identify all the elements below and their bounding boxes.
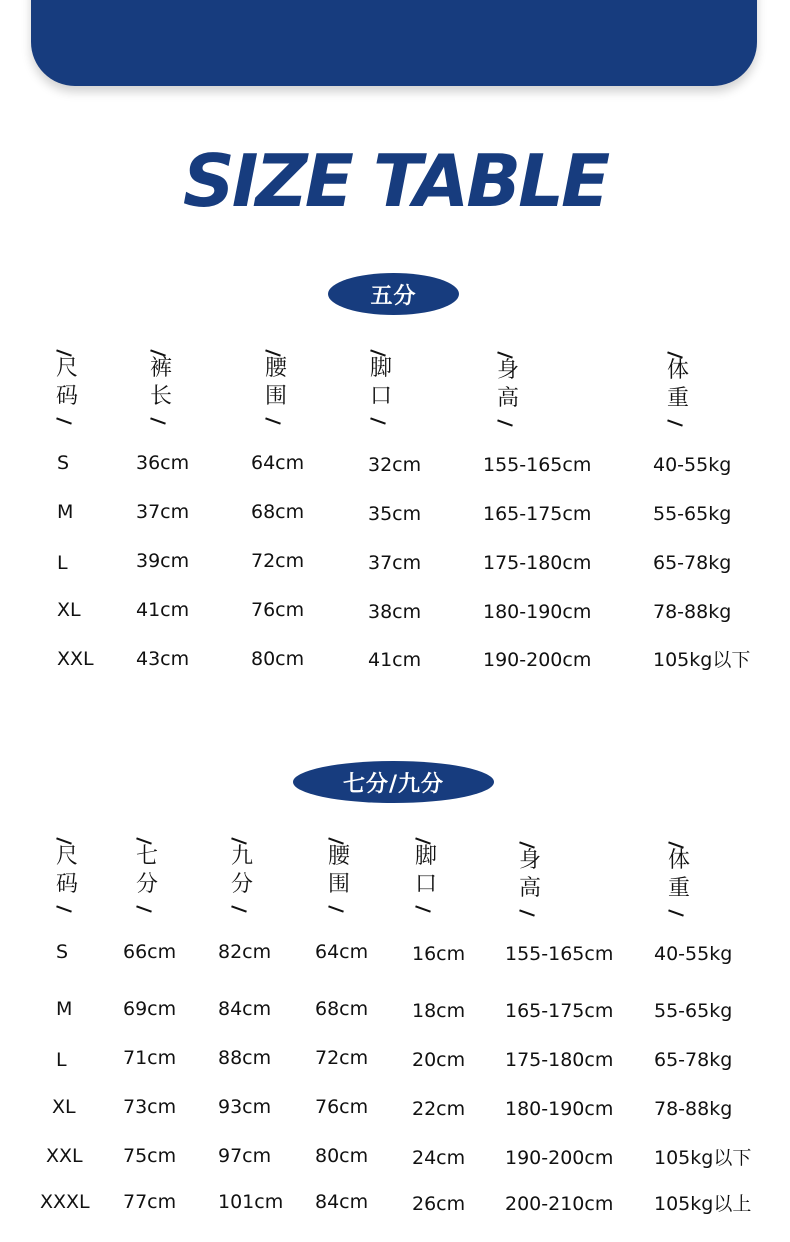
table-cell: 175-180cm: [483, 552, 592, 574]
header-height: [519, 840, 549, 920]
table-cell: 155-165cm: [505, 943, 614, 965]
header-char: 重: [667, 386, 690, 411]
table-cell: 200-210cm: [505, 1193, 614, 1215]
table-cell: 64cm: [315, 941, 369, 963]
table-cell: S: [56, 941, 69, 963]
table-cell: 43cm: [136, 648, 190, 670]
header-waist: [328, 836, 358, 916]
header-hem: [370, 348, 400, 428]
table-cell: 78-88kg: [654, 1098, 733, 1120]
table-cell: 155-165cm: [483, 454, 592, 476]
header-waist: [265, 348, 295, 428]
table-cell: 93cm: [218, 1096, 272, 1118]
table-cell: XXL: [57, 648, 94, 670]
section-label-qifen-jiufen: 七分/九分: [293, 761, 494, 803]
header-weight: [668, 840, 698, 920]
table-cell: 97cm: [218, 1145, 272, 1167]
table-cell: 101cm: [218, 1191, 284, 1213]
table-cell: 20cm: [412, 1049, 466, 1071]
table-cell: 69cm: [123, 998, 177, 1020]
header-char: 九: [231, 844, 254, 869]
table-cell: 40-55kg: [653, 454, 732, 476]
header-char: 身: [497, 358, 520, 383]
table-cell: 36cm: [136, 452, 190, 474]
table-cell: 105kg以上: [654, 1193, 752, 1215]
table-cell: 72cm: [315, 1047, 369, 1069]
table-cell: 32cm: [368, 454, 422, 476]
table-cell: 66cm: [123, 941, 177, 963]
table-cell: 82cm: [218, 941, 272, 963]
header-char: 裤: [150, 356, 173, 381]
table-cell: 190-200cm: [505, 1147, 614, 1169]
table-cell: XL: [57, 599, 81, 621]
header-hem: [415, 836, 445, 916]
header-char: 腰: [265, 356, 288, 381]
header-char: 围: [265, 384, 288, 409]
header-char: 身: [519, 848, 542, 873]
header-nine-tenths: [231, 836, 261, 916]
table-cell: XXL: [46, 1145, 83, 1167]
table-cell: 80cm: [251, 648, 305, 670]
table-cell: M: [56, 998, 73, 1020]
header-char: 体: [667, 358, 690, 383]
table-cell: S: [57, 452, 70, 474]
header-char: 口: [415, 872, 438, 897]
header-char: 七: [136, 844, 159, 869]
top-banner: [31, 0, 757, 86]
header-char: 尺: [56, 356, 79, 381]
table-cell: 180-190cm: [505, 1098, 614, 1120]
table-cell: 64cm: [251, 452, 305, 474]
table-cell: 22cm: [412, 1098, 466, 1120]
table-cell: 37cm: [368, 552, 422, 574]
table-cell: 72cm: [251, 550, 305, 572]
header-char: 口: [370, 384, 393, 409]
header-height: [497, 350, 527, 430]
table-cell: 105kg以下: [653, 649, 751, 671]
header-char: 分: [231, 872, 254, 897]
table-cell: 35cm: [368, 503, 422, 525]
header-char: 脚: [370, 356, 393, 381]
header-char: 尺: [56, 844, 79, 869]
table-cell: 55-65kg: [654, 1000, 733, 1022]
table-cell: 65-78kg: [653, 552, 732, 574]
table-cell: 68cm: [315, 998, 369, 1020]
table-cell: 77cm: [123, 1191, 177, 1213]
header-char: 重: [668, 876, 691, 901]
header-size: [56, 348, 86, 428]
table-cell: 180-190cm: [483, 601, 592, 623]
table-cell: 55-65kg: [653, 503, 732, 525]
table-cell: 65-78kg: [654, 1049, 733, 1071]
table-cell: L: [57, 552, 68, 574]
header-char: 长: [150, 384, 173, 409]
table-cell: 16cm: [412, 943, 466, 965]
table-cell: 175-180cm: [505, 1049, 614, 1071]
section-label-wufen: 五分: [328, 273, 459, 315]
table-cell: 165-175cm: [505, 1000, 614, 1022]
header-char: 脚: [415, 844, 438, 869]
header-char: 体: [668, 848, 691, 873]
table-cell: 39cm: [136, 550, 190, 572]
table-cell: 73cm: [123, 1096, 177, 1118]
table-cell: 84cm: [315, 1191, 369, 1213]
header-char: 高: [519, 876, 542, 901]
header-char: 码: [56, 872, 79, 897]
table-cell: 88cm: [218, 1047, 272, 1069]
table-cell: 26cm: [412, 1193, 466, 1215]
table-cell: 80cm: [315, 1145, 369, 1167]
table-cell: 40-55kg: [654, 943, 733, 965]
table-cell: 75cm: [123, 1145, 177, 1167]
table-cell: XL: [52, 1096, 76, 1118]
header-seven-tenths: [136, 836, 166, 916]
table-cell: 105kg以下: [654, 1147, 752, 1169]
table-cell: L: [56, 1049, 67, 1071]
header-size: [56, 836, 86, 916]
table-cell: 84cm: [218, 998, 272, 1020]
header-char: 围: [328, 872, 351, 897]
table-cell: 18cm: [412, 1000, 466, 1022]
header-char: 码: [56, 384, 79, 409]
table-cell: 76cm: [315, 1096, 369, 1118]
table-cell: 41cm: [368, 649, 422, 671]
header-weight: [667, 350, 697, 430]
table-cell: 190-200cm: [483, 649, 592, 671]
table-cell: 38cm: [368, 601, 422, 623]
table-cell: 68cm: [251, 501, 305, 523]
page-title: SIZE TABLE: [182, 139, 608, 223]
table-cell: 71cm: [123, 1047, 177, 1069]
table-cell: 41cm: [136, 599, 190, 621]
header-char: 高: [497, 386, 520, 411]
table-cell: 37cm: [136, 501, 190, 523]
table-cell: 24cm: [412, 1147, 466, 1169]
header-length: [150, 348, 180, 428]
header-char: 分: [136, 872, 159, 897]
table-cell: M: [57, 501, 74, 523]
table-cell: 76cm: [251, 599, 305, 621]
table-cell: 78-88kg: [653, 601, 732, 623]
table-cell: 165-175cm: [483, 503, 592, 525]
table-cell: XXXL: [40, 1191, 90, 1213]
header-char: 腰: [328, 844, 351, 869]
